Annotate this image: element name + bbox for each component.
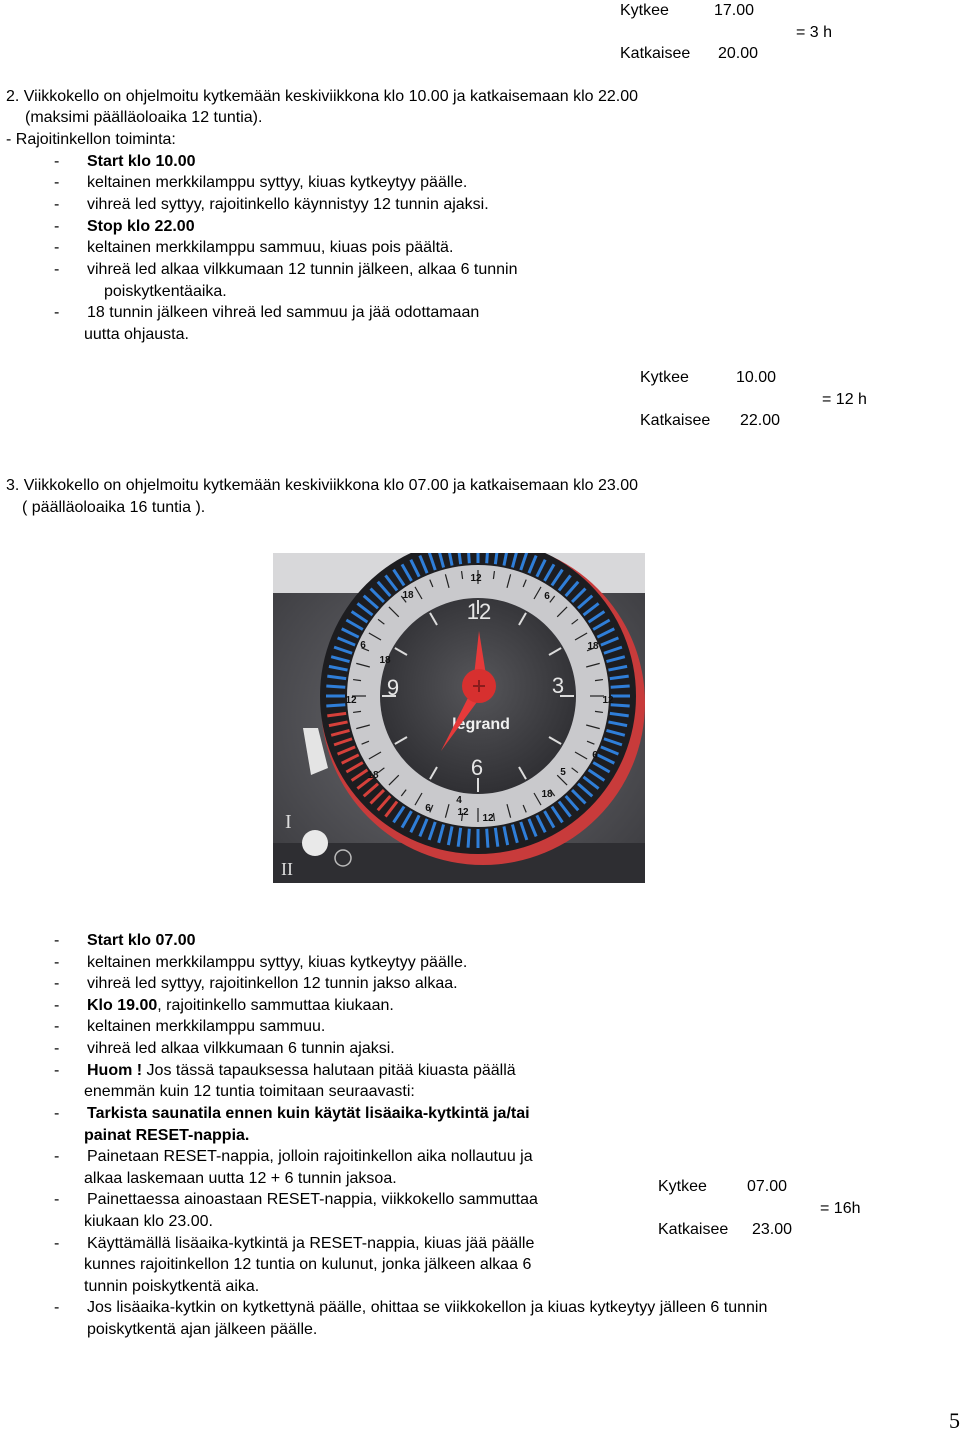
section3-heading: 3. Viikkokello on ohjelmoitu kytkemään keskiviikkona klo 07.00 ja katkaisemaan klo 23.00 bbox=[6, 477, 639, 494]
list-item: vihreä led syttyy, rajoitinkello käynnistyy 12 tunnin ajaksi. bbox=[87, 196, 489, 213]
s2-duration: = 12 h bbox=[822, 391, 867, 408]
s3-duration: = 16h bbox=[820, 1200, 861, 1217]
bullet-dash: - bbox=[54, 1018, 60, 1035]
list-item-cont: tunnin poiskytkentä aika. bbox=[84, 1278, 260, 1295]
dial-number-3: 3 bbox=[551, 673, 565, 698]
s3-on-label: Kytkee bbox=[658, 1178, 707, 1195]
list-item: Painettaessa ainoastaan RESET-nappia, viikkokello sammuttaa bbox=[87, 1191, 538, 1208]
list-item: keltainen merkkilamppu sammuu. bbox=[87, 1018, 326, 1035]
segment-tab bbox=[326, 705, 345, 706]
segment-tab bbox=[487, 829, 488, 848]
ring-number: 12 bbox=[602, 695, 614, 706]
list-item bbox=[87, 995, 394, 1017]
list-item-cont: poiskytkentäaika. bbox=[104, 283, 227, 300]
list-item-cont: kiukaan klo 23.00. bbox=[84, 1213, 213, 1230]
segment-tab bbox=[611, 686, 630, 687]
ring-inner-number: 12 bbox=[457, 807, 469, 818]
dial-number-9: 9 bbox=[386, 675, 400, 700]
ring-inner-number: 5 bbox=[560, 767, 566, 778]
bullet-dash: - bbox=[54, 1299, 60, 1316]
list-item-cont: kunnes rajoitinkellon 12 tuntia on kulunut, jonka jälkeen alkaa 6 bbox=[84, 1256, 532, 1273]
list-item: vihreä led alkaa vilkkumaan 12 tunnin jälkeen, alkaa 6 tunnin bbox=[87, 261, 518, 278]
bullet-dash: - bbox=[54, 1191, 60, 1208]
bullet-dash: - bbox=[54, 1040, 60, 1057]
s2-on-label: Kytkee bbox=[640, 369, 689, 386]
list-item-rest: , rajoitinkello sammuttaa kiukaan. bbox=[157, 997, 394, 1014]
page-number: 5 bbox=[949, 1408, 960, 1433]
bullet-dash: - bbox=[54, 997, 60, 1014]
mark-ii: II bbox=[281, 859, 293, 879]
top-off-time: 20.00 bbox=[718, 45, 759, 62]
brand-logo: legrand bbox=[452, 716, 510, 733]
top-on-label: Kytkee bbox=[620, 2, 669, 19]
segment-tab bbox=[468, 829, 469, 848]
reset-button bbox=[302, 830, 328, 856]
bullet-dash: - bbox=[54, 174, 60, 191]
list-item: vihreä led alkaa vilkkumaan 6 tunnin ajaksi. bbox=[87, 1040, 395, 1057]
ring-number: 6 bbox=[544, 591, 550, 602]
list-item: Start klo 10.00 bbox=[87, 153, 196, 170]
bullet-dash: - bbox=[54, 1235, 60, 1252]
list-item-rest: Jos tässä tapauksessa halutaan pitää kiuasta päällä bbox=[142, 1062, 516, 1079]
bullet-dash: - bbox=[54, 153, 60, 170]
list-item: Painetaan RESET-nappia, jolloin rajoitinkellon aika nollautuu ja bbox=[87, 1148, 533, 1165]
bullet-dash: - bbox=[54, 1105, 60, 1122]
bullet-dash: - bbox=[54, 975, 60, 992]
segment-tab bbox=[487, 553, 488, 563]
list-item: Start klo 07.00 bbox=[87, 932, 196, 949]
ring-number: 6 bbox=[425, 803, 431, 814]
s2-on-time: 10.00 bbox=[736, 369, 777, 386]
list-item: Käyttämällä lisäaika-kytkintä ja RESET-nappia, kiuas jää päälle bbox=[87, 1235, 535, 1252]
s3-off-label: Katkaisee bbox=[658, 1221, 729, 1238]
ring-number: 12 bbox=[345, 695, 357, 706]
list-item-cont: alkaa laskemaan uutta 12 + 6 tunnin jaksoa. bbox=[84, 1170, 397, 1187]
list-item: Jos lisäaika-kytkin on kytkettynä päälle, ohittaa se viikkokellon ja kiuas kytkeytyy jälleen 6 tunnin bbox=[87, 1299, 768, 1316]
s2-off-time: 22.00 bbox=[740, 412, 781, 429]
ring-number: 18 bbox=[587, 641, 599, 652]
ring-number: 18 bbox=[541, 789, 553, 800]
bullet-dash: - bbox=[54, 304, 60, 321]
ring-inner-number: 18 bbox=[379, 655, 391, 666]
list-item: 18 tunnin jälkeen vihreä led sammuu ja jää odottamaan bbox=[87, 304, 480, 321]
list-item: keltainen merkkilamppu sammuu, kiuas pois päältä. bbox=[87, 239, 454, 256]
bullet-dash: - bbox=[54, 196, 60, 213]
list-item: Tarkista saunatila ennen kuin käytät lisäaika-kytkintä ja/tai bbox=[87, 1105, 530, 1122]
s3-on-time: 07.00 bbox=[747, 1178, 788, 1195]
list-item: vihreä led syttyy, rajoitinkellon 12 tunnin jakso alkaa. bbox=[87, 975, 458, 992]
ring-inner-number: 4 bbox=[456, 795, 462, 806]
section2-subheading: - Rajoitinkellon toiminta: bbox=[6, 131, 176, 148]
bullet-dash: - bbox=[54, 932, 60, 949]
list-item-cont: poiskytkentä ajan jälkeen päälle. bbox=[87, 1321, 318, 1338]
bullet-dash: - bbox=[54, 239, 60, 256]
section2-heading-cont: (maksimi päälläoloaika 12 tuntia). bbox=[25, 109, 263, 126]
top-off-label: Katkaisee bbox=[620, 45, 691, 62]
section2-heading: 2. Viikkokello on ohjelmoitu kytkemään keskiviikkona klo 10.00 ja katkaisemaan klo 22.00 bbox=[6, 88, 639, 105]
bullet-dash: - bbox=[54, 1148, 60, 1165]
ring-number: 12 bbox=[482, 813, 494, 824]
list-item: keltainen merkkilamppu syttyy, kiuas kytkeytyy päälle. bbox=[87, 174, 468, 191]
list-item-cont: painat RESET-nappia. bbox=[84, 1127, 250, 1144]
ring-number: 18 bbox=[402, 590, 414, 601]
dial-number-12: 12 bbox=[466, 599, 492, 624]
s3-off-time: 23.00 bbox=[752, 1221, 793, 1238]
ring-number: 12 bbox=[470, 573, 482, 584]
dial-number-6: 6 bbox=[470, 755, 484, 780]
bullet-dash: - bbox=[54, 954, 60, 971]
bullet-dash: - bbox=[54, 218, 60, 235]
segment-tab bbox=[468, 553, 469, 563]
top-duration: = 3 h bbox=[796, 24, 833, 41]
list-item-bold: Huom ! bbox=[87, 1062, 143, 1079]
section3-heading-cont: ( päälläoloaika 16 tuntia ). bbox=[22, 499, 206, 516]
ring-number: 6 bbox=[592, 750, 598, 761]
s2-off-label: Katkaisee bbox=[640, 412, 711, 429]
ring-number: 18 bbox=[367, 770, 379, 781]
segment-tab bbox=[326, 686, 345, 687]
list-item-bold: Klo 19.00 bbox=[87, 997, 158, 1014]
list-item-cont: uutta ohjausta. bbox=[84, 326, 189, 343]
timer-photo bbox=[273, 553, 645, 883]
bullet-dash: - bbox=[54, 261, 60, 278]
list-item: Stop klo 22.00 bbox=[87, 218, 195, 235]
list-item-cont: enemmän kuin 12 tuntia toimitaan seuraavasti: bbox=[84, 1083, 415, 1100]
bullet-dash: - bbox=[54, 1062, 60, 1079]
ring-number: 6 bbox=[360, 640, 366, 651]
top-on-time: 17.00 bbox=[714, 2, 755, 19]
list-item bbox=[87, 1060, 516, 1082]
mark-i: I bbox=[285, 811, 292, 833]
list-item: keltainen merkkilamppu syttyy, kiuas kytkeytyy päälle. bbox=[87, 954, 468, 971]
